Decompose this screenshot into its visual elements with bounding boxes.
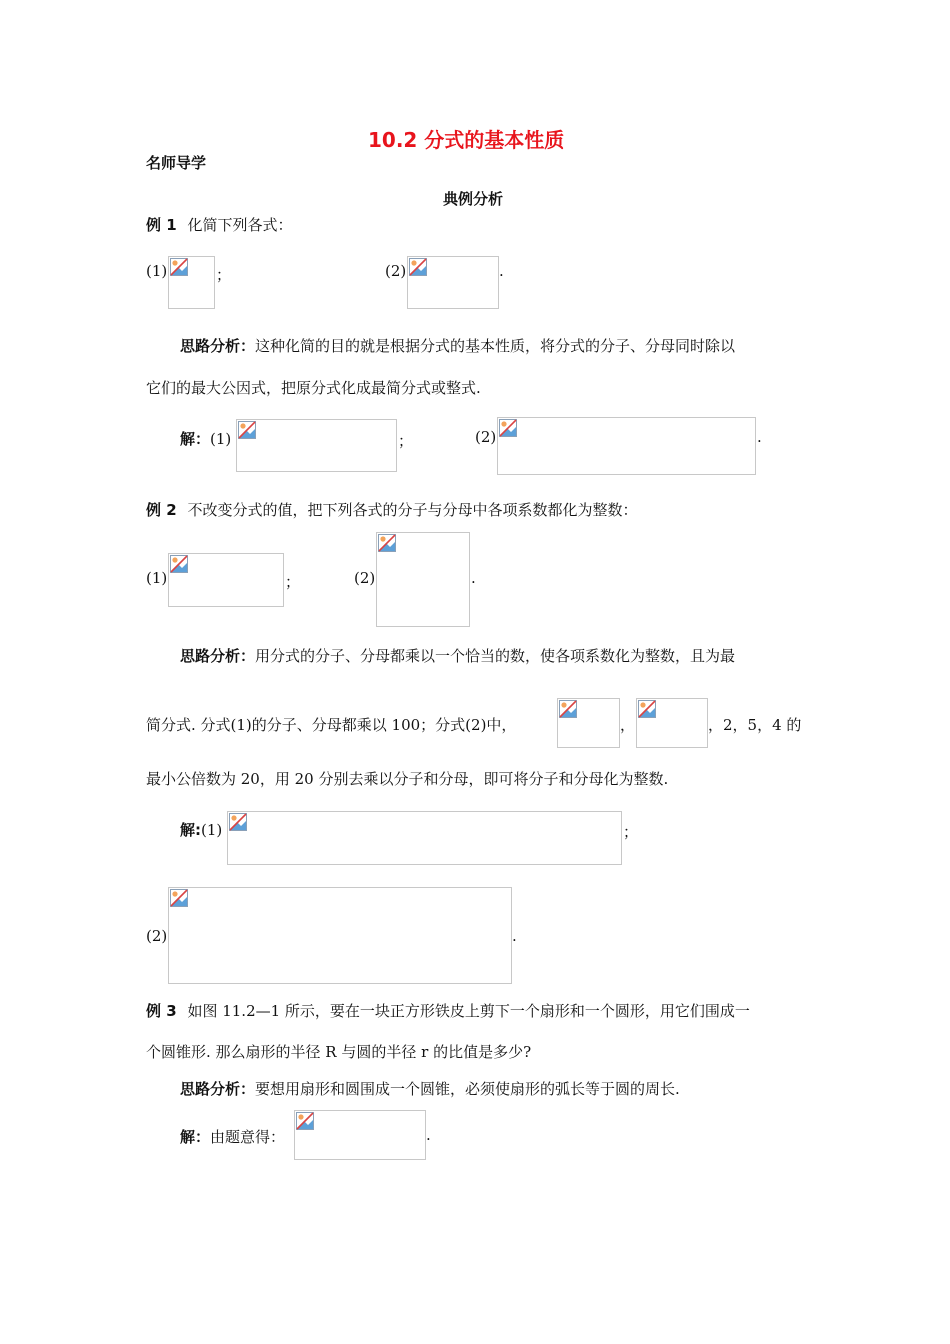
ex2-end: .: [471, 569, 476, 587]
ex1-sol-separator: ；: [398, 432, 414, 450]
ex2-separator: ；: [285, 573, 301, 591]
ex2-analysis-line3: 最小公倍数为 20，用 20 分别去乘以分子和分母，即可将分子和分母化为整数.: [146, 770, 669, 788]
ex2-solution-start: [180, 819, 222, 840]
example-3-label: 例 3: [146, 1002, 177, 1020]
ex2-part2-label: (2): [354, 569, 376, 587]
analysis-text: 这种化简的目的就是根据分式的基本性质，将分式的分子、分母同时除以: [255, 337, 736, 355]
example-2-prompt: [146, 499, 637, 520]
ex1-analysis-line1: [180, 335, 735, 356]
ex1-part2-label: (2): [385, 262, 407, 280]
sol-part1-label: (1): [201, 821, 223, 839]
page-title: 10.2 分式的基本性质: [368, 128, 565, 152]
ex2-comma: ，: [620, 716, 636, 734]
solution-label: 解:: [180, 821, 201, 839]
ex1-end: .: [499, 262, 504, 280]
broken-image-icon: [170, 889, 188, 907]
formula-image: [557, 698, 620, 748]
formula-image: [407, 256, 499, 309]
ex3-solution: [180, 1126, 285, 1147]
analysis-label: 思路分析：: [180, 337, 256, 355]
broken-image-icon: [559, 700, 577, 718]
formula-image: [294, 1110, 426, 1160]
example-1-prompt: [146, 214, 292, 235]
formula-image: [168, 256, 215, 309]
ex2-part1-label: (1): [146, 569, 168, 587]
ex1-part1-label: (1): [146, 262, 168, 280]
ex2-analysis-line2b: ，2，5，4 的: [708, 716, 802, 734]
ex1-sol-end: .: [757, 428, 762, 446]
ex2-analysis-line2a: 简分式. 分式(1)的分子、分母都乘以 100；分式(2)中，: [146, 716, 517, 734]
formula-image: [376, 532, 470, 627]
ex3-analysis: [180, 1078, 680, 1099]
broken-image-icon: [296, 1112, 314, 1130]
broken-image-icon: [170, 258, 188, 276]
broken-image-icon: [638, 700, 656, 718]
example-3-line2: 个圆锥形. 那么扇形的半径 R 与圆的半径 r 的比值是多少?: [146, 1043, 532, 1061]
broken-image-icon: [229, 813, 247, 831]
formula-image: [227, 811, 622, 865]
formula-image: [168, 887, 512, 984]
ex2-sol-part2-label: (2): [146, 927, 168, 945]
example-1-text: 化简下列各式：: [187, 216, 293, 234]
broken-image-icon: [499, 419, 517, 437]
ex2-sol-separator: ；: [623, 823, 639, 841]
ex1-solution-start: [180, 428, 231, 449]
ex2-sol-end: .: [512, 927, 517, 945]
solution-label: 解：: [180, 1128, 211, 1146]
formula-image: [497, 417, 756, 475]
ex3-sol-end: .: [426, 1126, 431, 1144]
sol-part2-label: (2): [475, 428, 497, 446]
broken-image-icon: [378, 534, 396, 552]
ex1-analysis-line2: 它们的最大公因式，把原分式化成最简分式或整式.: [146, 379, 481, 397]
subsection-heading: 典例分析: [443, 190, 504, 208]
solution-text: 由题意得：: [210, 1128, 286, 1146]
ex2-analysis-line1: [180, 645, 735, 666]
sol-part1-label: (1): [210, 430, 232, 448]
example-3-text: 如图 11.2—1 所示，要在一块正方形铁皮上剪下一个扇形和一个圆形，用它们围成一: [187, 1002, 750, 1020]
formula-image: [236, 419, 397, 472]
ex1-separator: ；: [216, 266, 232, 284]
analysis-text: 要想用扇形和圆围成一个圆锥，必须使扇形的弧长等于圆的周长.: [255, 1080, 680, 1098]
analysis-text: 用分式的分子、分母都乘以一个恰当的数，使各项系数化为整数，且为最: [255, 647, 736, 665]
formula-image: [636, 698, 708, 748]
example-2-label: 例 2: [146, 501, 177, 519]
broken-image-icon: [170, 555, 188, 573]
solution-label: 解：: [180, 430, 211, 448]
formula-image: [168, 553, 284, 607]
analysis-label: 思路分析：: [180, 1080, 256, 1098]
example-1-label: 例 1: [146, 216, 177, 234]
broken-image-icon: [409, 258, 427, 276]
example-3-line1: [146, 1000, 750, 1021]
broken-image-icon: [238, 421, 256, 439]
example-2-text: 不改变分式的值，把下列各式的分子与分母中各项系数都化为整数：: [187, 501, 638, 519]
section-heading: 名师导学: [146, 154, 207, 172]
analysis-label: 思路分析：: [180, 647, 256, 665]
